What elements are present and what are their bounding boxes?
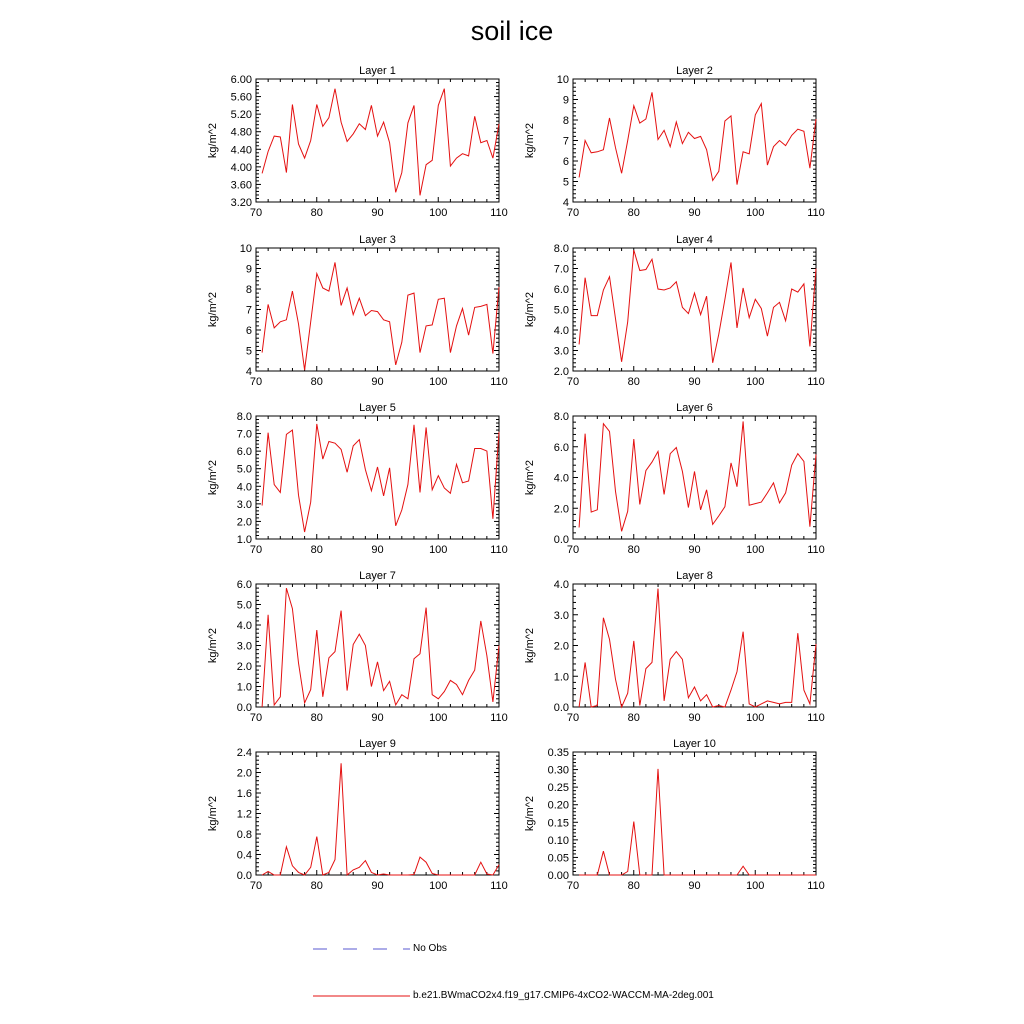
layer-4-xtick-label: 80: [627, 376, 640, 388]
legend-label-no-obs: No Obs: [413, 943, 447, 954]
layer-5-ytick-label: 6.0: [236, 446, 252, 459]
layer-5-ytick-label: 5.0: [236, 463, 252, 476]
layer-1-ytick-label: 5.20: [230, 109, 252, 122]
layer-4-ytick-label: 2.0: [553, 366, 569, 378]
layer-1-ytick-label: 3.60: [230, 179, 252, 192]
layer-4-ytick-label: 5.0: [553, 304, 569, 317]
layer-10-xtick-label: 110: [807, 880, 825, 892]
layer-5-ytick-label: 4.0: [236, 481, 252, 494]
layer-5-xtick-label: 70: [249, 544, 263, 556]
layer-9-xtick-label: 100: [429, 880, 448, 892]
layer-2-xtick-label: 90: [688, 207, 701, 219]
layer-6-ytick-label: 8.0: [553, 411, 569, 423]
layer-7-ytick-label: 6.0: [236, 579, 252, 591]
layer-10-ytick-label: 0.05: [547, 852, 569, 865]
layer-7-xtick-label: 110: [490, 712, 508, 724]
layer-6-xtick-label: 90: [688, 544, 701, 556]
layer-2-xtick-label: 80: [627, 207, 640, 219]
layer-3-xtick-label: 90: [371, 376, 384, 388]
layer-10-ytick-label: 0.00: [547, 870, 569, 882]
layer-6-xtick-label: 110: [807, 544, 825, 556]
layer-5-ytick-label: 1.0: [236, 534, 252, 546]
layer-4-xtick-label: 110: [807, 376, 825, 388]
layer-5-ylabel: kg/m^2: [207, 459, 219, 496]
layer-1-ytick-label: 4.00: [230, 161, 252, 174]
layer-1-xtick-label: 110: [490, 207, 508, 219]
layer-2-ylabel: kg/m^2: [524, 122, 536, 159]
layer-1-xtick-label: 100: [429, 207, 448, 219]
layer-10-title: Layer 10: [673, 738, 716, 750]
layer-2-ytick-label: 10: [556, 74, 569, 86]
layer-2-xtick-label: 110: [807, 207, 825, 219]
layer-3-ytick-label: 7: [245, 304, 252, 317]
layer-4-xtick-label: 70: [566, 376, 580, 388]
layer-5-title: Layer 5: [359, 402, 396, 414]
layer-10-ytick-label: 0.35: [547, 747, 569, 759]
layer-9-ylabel: kg/m^2: [207, 795, 219, 832]
layer-5-ytick-label: 3.0: [236, 498, 252, 511]
layer-8-xtick-label: 90: [688, 712, 701, 724]
layer-5-ytick-label: 7.0: [236, 428, 252, 441]
layer-9-xtick-label: 110: [490, 880, 508, 892]
layer-7-xtick-label: 80: [310, 712, 323, 724]
layer-10-ytick-label: 0.20: [547, 799, 569, 812]
layer-10-ytick-label: 0.30: [547, 764, 569, 777]
layer-3-ytick-label: 9: [245, 263, 252, 276]
layer-1-ytick-label: 6.00: [230, 74, 252, 86]
layer-7-ytick-label: 2.0: [236, 661, 252, 673]
layer-7-xtick-label: 90: [371, 712, 384, 724]
layer-7-ytick-label: 5.0: [236, 599, 252, 612]
layer-10-xtick-label: 90: [688, 880, 701, 892]
layer-7-xtick-label: 100: [429, 712, 448, 724]
layer-8-ylabel: kg/m^2: [524, 627, 536, 664]
layer-5-xtick-label: 80: [310, 544, 323, 556]
layer-10-ytick-label: 0.25: [547, 782, 569, 795]
layer-7-ylabel: kg/m^2: [207, 627, 219, 664]
layer-4-ytick-label: 3.0: [553, 345, 569, 358]
layer-10-xtick-label: 80: [627, 880, 640, 892]
layer-7-ytick-label: 4.0: [236, 620, 252, 632]
layer-6-ytick-label: 6.0: [553, 441, 569, 454]
layer-4-ylabel: kg/m^2: [524, 291, 536, 328]
layer-2-ytick-label: 9: [562, 94, 569, 107]
layer-9-ytick-label: 0.0: [236, 870, 252, 882]
layer-9-xtick-label: 90: [371, 880, 384, 892]
layer-10-ytick-label: 0.10: [547, 834, 569, 847]
layer-5-xtick-label: 100: [429, 544, 448, 556]
layer-9-ytick-label: 0.8: [236, 829, 252, 841]
layer-8-xtick-label: 100: [746, 712, 765, 724]
layer-3-xtick-label: 70: [249, 376, 263, 388]
layer-4-ytick-label: 4.0: [553, 325, 569, 337]
layer-3-ytick-label: 4: [245, 366, 252, 378]
layer-1-ylabel: kg/m^2: [207, 122, 219, 159]
layer-6-ytick-label: 4.0: [553, 472, 569, 485]
layer-8-ytick-label: 2.0: [553, 640, 569, 653]
layer-8-ytick-label: 0.0: [553, 702, 569, 714]
layer-7-ytick-label: 1.0: [236, 681, 252, 694]
layer-3-ytick-label: 10: [239, 243, 252, 255]
layer-7-title: Layer 7: [359, 570, 396, 582]
layer-8-xtick-label: 70: [566, 712, 580, 724]
layer-5-ytick-label: 8.0: [236, 411, 252, 423]
layer-5-ytick-label: 2.0: [236, 516, 252, 529]
layer-1-title: Layer 1: [359, 65, 396, 77]
layer-1-xtick-label: 90: [371, 207, 384, 219]
layer-1-ytick-label: 3.20: [230, 197, 252, 209]
layer-9-ytick-label: 0.4: [236, 849, 252, 862]
layer-9-ytick-label: 2.0: [236, 767, 252, 780]
layer-6-xtick-label: 70: [566, 544, 580, 556]
layer-9-ytick-label: 2.4: [236, 747, 252, 759]
layer-6-title: Layer 6: [676, 402, 713, 414]
layer-2-ytick-label: 6: [562, 156, 569, 168]
layer-10-ytick-label: 0.15: [547, 817, 569, 830]
layer-9-ytick-label: 1.6: [236, 788, 252, 800]
layer-2-xtick-label: 70: [566, 207, 580, 219]
layer-3-xtick-label: 100: [429, 376, 448, 388]
layer-1-xtick-label: 70: [249, 207, 263, 219]
layer-3-xtick-label: 80: [310, 376, 323, 388]
layer-10-xtick-label: 70: [566, 880, 580, 892]
layer-9-ytick-label: 1.2: [236, 808, 252, 821]
layer-3-ytick-label: 5: [245, 345, 252, 358]
page-title: soil ice: [470, 16, 554, 46]
layer-8-ytick-label: 1.0: [553, 671, 569, 684]
layer-9-title: Layer 9: [359, 738, 396, 750]
legend-label-model: b.e21.BWmaCO2x4.f19_g17.CMIP6-4xCO2-WACCM-MA-2deg.001: [413, 990, 714, 1001]
layer-4-ytick-label: 7.0: [553, 263, 569, 276]
layer-1-ytick-label: 4.80: [230, 126, 252, 139]
layer-4-xtick-label: 90: [688, 376, 701, 388]
layer-1-ytick-label: 4.40: [230, 144, 252, 157]
layer-8-xtick-label: 80: [627, 712, 640, 724]
layer-8-ytick-label: 3.0: [553, 609, 569, 622]
layer-10-xtick-label: 100: [746, 880, 765, 892]
layer-2-title: Layer 2: [676, 65, 713, 77]
layer-7-xtick-label: 70: [249, 712, 263, 724]
layer-6-xtick-label: 80: [627, 544, 640, 556]
layer-8-xtick-label: 110: [807, 712, 825, 724]
layer-6-ytick-label: 0.0: [553, 534, 569, 546]
layer-5-xtick-label: 90: [371, 544, 384, 556]
layer-2-ytick-label: 7: [562, 135, 569, 148]
layer-7-ytick-label: 0.0: [236, 702, 252, 714]
layer-6-ylabel: kg/m^2: [524, 459, 536, 496]
layer-3-ytick-label: 8: [245, 284, 252, 296]
layer-8-ytick-label: 4.0: [553, 579, 569, 591]
layer-3-ylabel: kg/m^2: [207, 291, 219, 328]
layer-3-ytick-label: 6: [245, 325, 252, 337]
layer-2-ytick-label: 8: [562, 115, 569, 127]
layer-8-title: Layer 8: [676, 570, 713, 582]
layer-10-ylabel: kg/m^2: [524, 795, 536, 832]
layer-4-ytick-label: 6.0: [553, 284, 569, 296]
layer-1-ytick-label: 5.60: [230, 91, 252, 104]
layer-2-xtick-label: 100: [746, 207, 765, 219]
layer-7-ytick-label: 3.0: [236, 640, 252, 653]
layer-2-ytick-label: 4: [562, 197, 569, 209]
layer-4-ytick-label: 8.0: [553, 243, 569, 255]
layer-3-xtick-label: 110: [490, 376, 508, 388]
layer-4-title: Layer 4: [676, 234, 713, 246]
layer-6-xtick-label: 100: [746, 544, 765, 556]
layer-3-title: Layer 3: [359, 234, 396, 246]
layer-2-ytick-label: 5: [562, 176, 569, 189]
layer-4-xtick-label: 100: [746, 376, 765, 388]
layer-1-xtick-label: 80: [310, 207, 323, 219]
layer-5-xtick-label: 110: [490, 544, 508, 556]
layer-6-ytick-label: 2.0: [553, 503, 569, 516]
layer-9-xtick-label: 70: [249, 880, 263, 892]
layer-9-xtick-label: 80: [310, 880, 323, 892]
